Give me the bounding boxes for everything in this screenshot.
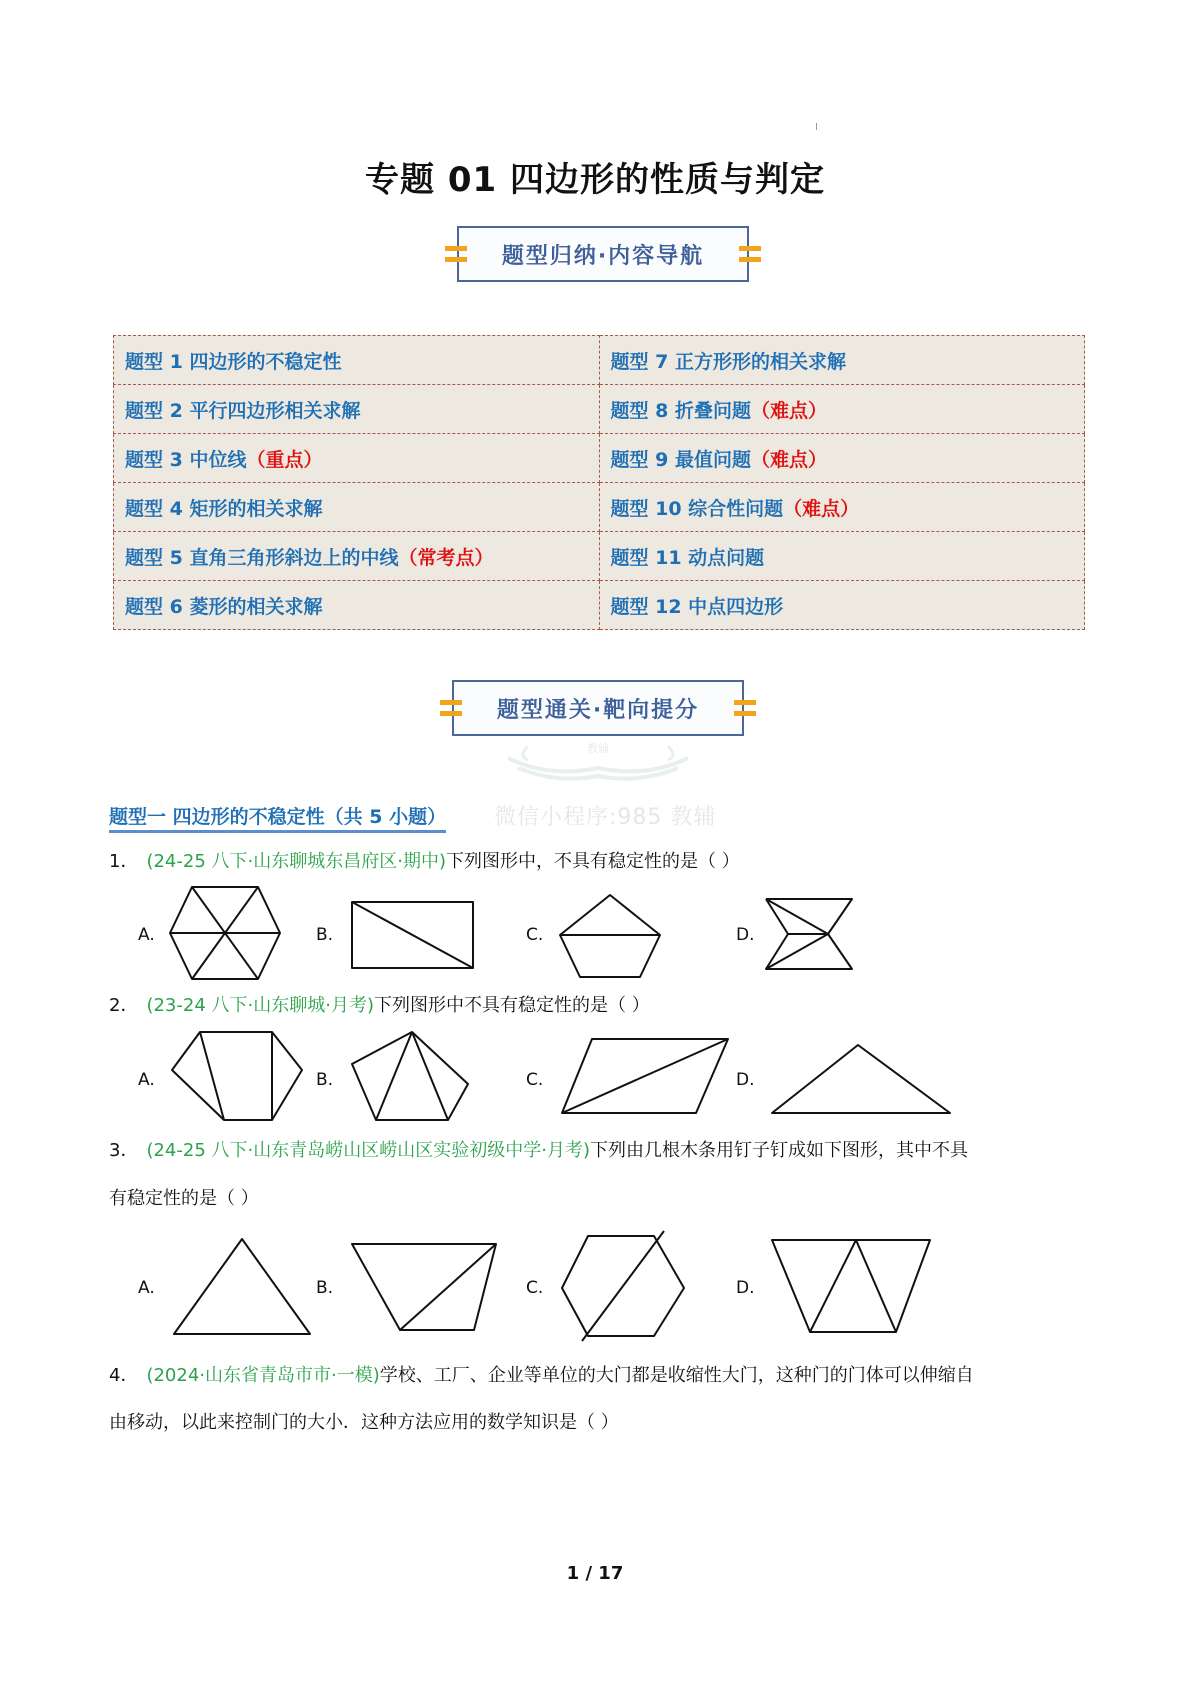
question-4: 4． (2024·山东省青岛市市·一模)学校、工厂、企业等单位的大门都是收缩性大门，这种门的门体可以伸缩自 — [109, 1365, 974, 1386]
pentagon-diagonal-shape — [558, 893, 663, 983]
nav-banner-label: 题型归纳·内容导航 — [501, 243, 705, 269]
difficulty-tag: （难点） — [750, 448, 827, 471]
question-text: 下列图形中，不具有稳定性的是（ ） — [445, 851, 740, 872]
question-source: (24-25 八下·山东青岛崂山区崂山区实验初级中学·月考) — [146, 1140, 590, 1161]
hexagon-diagonals-shape — [160, 885, 280, 985]
option-label-d: D. — [736, 925, 755, 945]
option-label-d: D. — [736, 1070, 755, 1090]
option-label-c: C. — [526, 1070, 544, 1090]
question-text: 下列图形中不具有稳定性的是（ ） — [373, 995, 650, 1016]
option-label-c: C. — [526, 1278, 544, 1298]
pentagon-two-diagonals-shape — [350, 1030, 472, 1122]
hexagon-crossing-bar-shape — [560, 1230, 688, 1342]
svg-text:教辅: 教辅 — [587, 742, 609, 755]
option-label-a: A. — [138, 925, 155, 945]
toc-item[interactable]: 题型 10 综合性问题（难点） — [599, 483, 1085, 532]
toc-row — [114, 532, 1085, 581]
equals-decoration-icon — [440, 700, 462, 716]
toc-row — [114, 434, 1085, 483]
toc-table — [113, 335, 1085, 630]
question-3-line2: 有稳定性的是（ ） — [109, 1188, 259, 1209]
equals-decoration-icon — [734, 700, 756, 716]
toc-item[interactable]: 题型 6 菱形的相关求解 — [114, 581, 600, 630]
watermark-book-logo-icon — [488, 738, 708, 782]
toc-row — [114, 385, 1085, 434]
triangle-shape — [172, 1237, 312, 1337]
toc-item[interactable]: 题型 9 最值问题（难点） — [599, 434, 1085, 483]
equals-decoration-icon — [445, 246, 467, 262]
difficulty-tag: （难点） — [750, 399, 827, 422]
nav-banner — [457, 226, 749, 282]
toc-row — [114, 483, 1085, 532]
toc-item[interactable]: 题型 7 正方形形的相关求解 — [599, 336, 1085, 385]
equals-decoration-icon — [739, 246, 761, 262]
option-label-b: B. — [316, 1278, 334, 1298]
parallelogram-diagonal-shape — [560, 1037, 730, 1115]
section-heading: 题型一 四边形的不稳定性（共 5 小题） — [109, 802, 446, 833]
toc-item[interactable]: 题型 11 动点问题 — [599, 532, 1085, 581]
page-number: 1 / 17 — [566, 1563, 624, 1584]
question-3: 3． (24-25 八下·山东青岛崂山区崂山区实验初级中学·月考)下列由几根木条用钉子钉成如下图形，其中不具 — [109, 1140, 968, 1161]
toc-item[interactable]: 题型 3 中位线（重点） — [114, 434, 600, 483]
practice-banner — [452, 680, 744, 736]
question-text: 下列由几根木条用钉子钉成如下图形，其中不具 — [589, 1140, 968, 1161]
toc-row — [114, 581, 1085, 630]
toc-item[interactable]: 题型 2 平行四边形相关求解 — [114, 385, 600, 434]
toc-item[interactable]: 题型 12 中点四边形 — [599, 581, 1085, 630]
trapezoid-diagonal-shape — [350, 1242, 498, 1334]
triangle-shape — [770, 1043, 952, 1115]
toc-item[interactable]: 题型 8 折叠问题（难点） — [599, 385, 1085, 434]
question-source: (2024·山东省青岛市市·一模) — [146, 1365, 380, 1386]
toc-item[interactable]: 题型 5 直角三角形斜边上的中线（常考点） — [114, 532, 600, 581]
option-label-a: A. — [138, 1070, 155, 1090]
option-label-a: A. — [138, 1278, 155, 1298]
question-2: 2． (23-24 八下·山东聊城·月考)下列图形中不具有稳定性的是（ ） — [109, 995, 650, 1016]
trapezoid-triangles-shape — [770, 1238, 932, 1334]
difficulty-tag: （难点） — [783, 497, 860, 520]
toc-item[interactable]: 题型 4 矩形的相关求解 — [114, 483, 600, 532]
question-text: 学校、工厂、企业等单位的大门都是收缩性大门，这种门的门体可以伸缩自 — [379, 1365, 974, 1386]
option-label-b: B. — [316, 925, 334, 945]
key-point-tag: （重点） — [246, 448, 323, 471]
bowtie-shape — [764, 897, 856, 971]
hexagon-two-diagonals-shape — [170, 1030, 305, 1122]
toc-item[interactable]: 题型 1 四边形的不稳定性 — [114, 336, 600, 385]
frequent-tag: （常考点） — [398, 546, 494, 569]
page-title: 专题 01 四边形的性质与判定 — [365, 160, 825, 200]
option-label-d: D. — [736, 1278, 755, 1298]
page-mark — [816, 123, 817, 130]
rectangle-diagonal-shape — [350, 900, 475, 970]
question-4-line2: 由移动，以此来控制门的大小．这种方法应用的数学知识是（ ） — [109, 1412, 619, 1433]
option-label-c: C. — [526, 925, 544, 945]
practice-banner-label: 题型通关·靶向提分 — [496, 697, 700, 723]
question-1: 1． (24-25 八下·山东聊城东昌府区·期中)下列图形中，不具有稳定性的是（ ） — [109, 851, 740, 872]
watermark-text: 微信小程序:985 教辅 — [494, 805, 717, 830]
question-source: (23-24 八下·山东聊城·月考) — [146, 995, 374, 1016]
toc-row — [114, 336, 1085, 385]
option-label-b: B. — [316, 1070, 334, 1090]
question-source: (24-25 八下·山东聊城东昌府区·期中) — [146, 851, 446, 872]
